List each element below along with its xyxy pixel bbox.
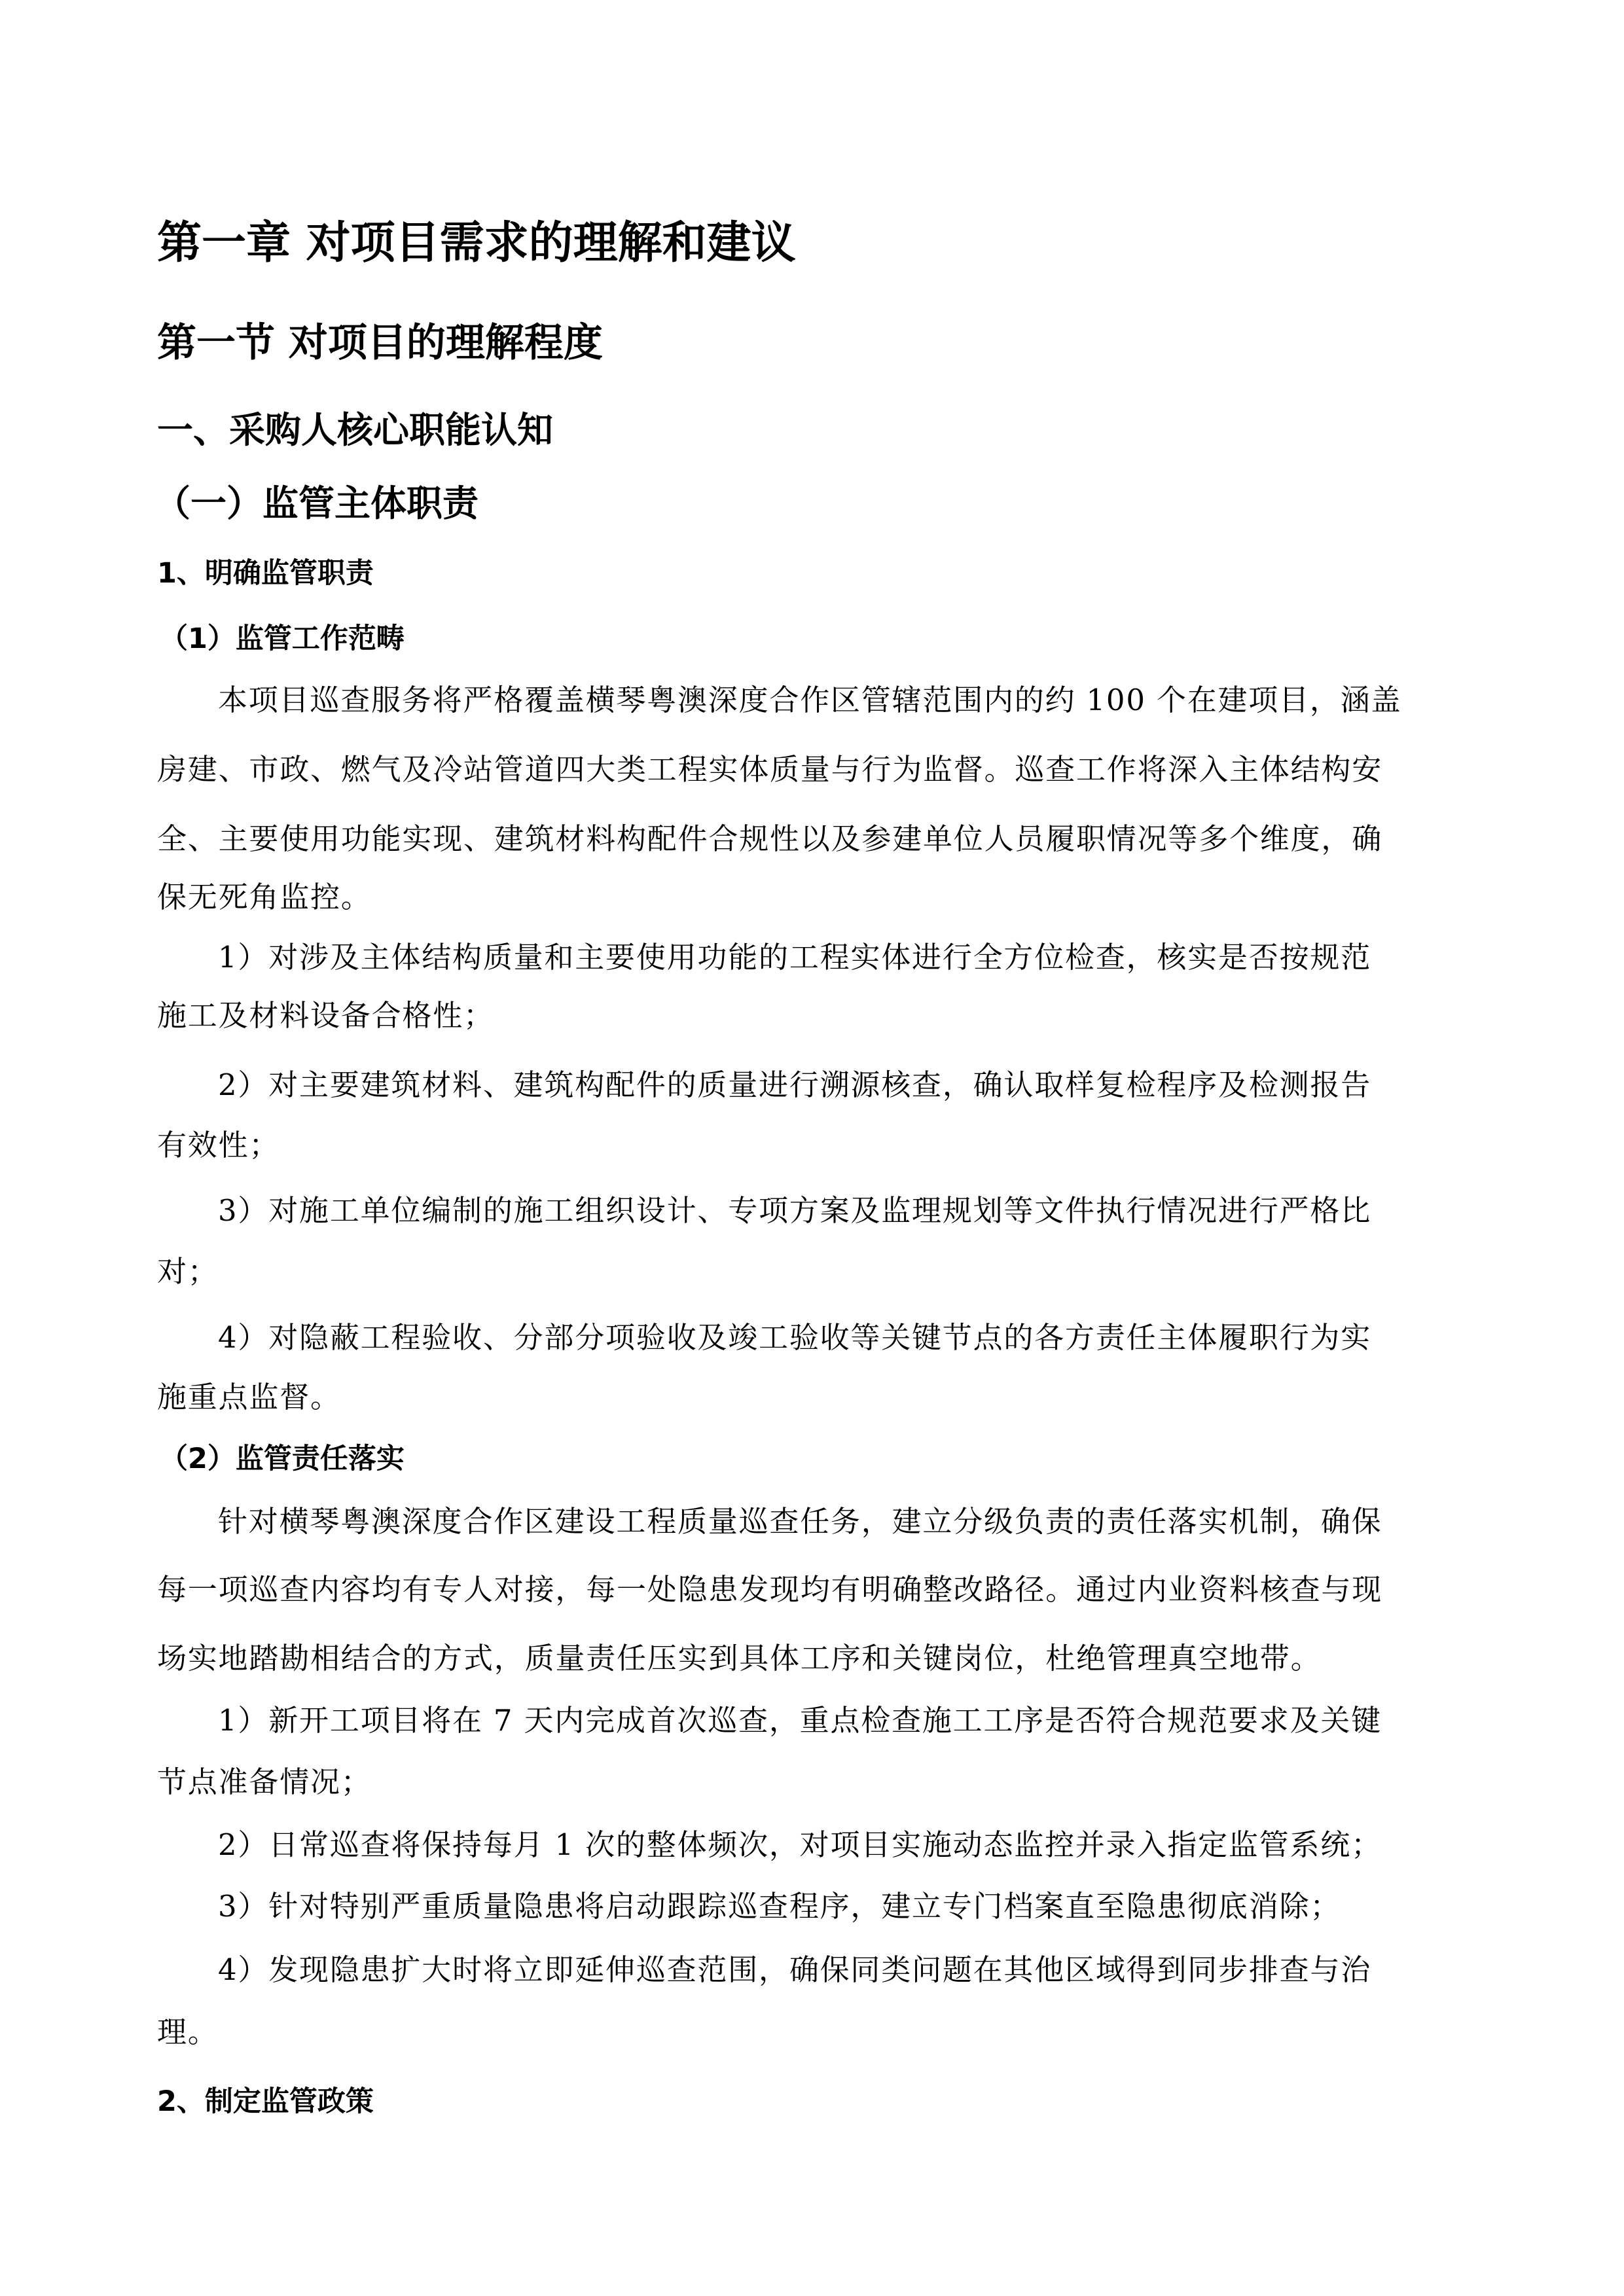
list-item-line: 2）对主要建筑材料、建筑构配件的质量进行溯源核查，确认取样复检程序及检测报告 bbox=[218, 1067, 1372, 1102]
list-item-line: 有效性； bbox=[157, 1128, 280, 1162]
paragraph-line: 场实地踏勘相结合的方式，质量责任压实到具体工序和关键岗位，杜绝管理真空地带。 bbox=[157, 1641, 1322, 1676]
list-item-line: 2）日常巡查将保持每月 1 次的整体频次，对项目实施动态监控并录入指定监管系统； bbox=[218, 1827, 1382, 1862]
list-item-line: 施工及材料设备合格性； bbox=[157, 998, 494, 1033]
paragraph-line: 全、主要使用功能实现、建筑材料构配件合规性以及参建单位人员履职情况等多个维度，确 bbox=[157, 821, 1383, 856]
list-item-line: 节点准备情况； bbox=[157, 1765, 372, 1799]
sub-item-heading: （1）监管工作范畴 bbox=[160, 622, 405, 655]
paragraph-line: 针对横琴粤澳深度合作区建设工程质量巡查任务，建立分级负责的责任落实机制，确保 bbox=[218, 1504, 1382, 1539]
paragraph-line: 本项目巡查服务将严格覆盖横琴粤澳深度合作区管辖范围内的约 100 个在建项目，涵盖 bbox=[218, 683, 1402, 717]
list-item-line: 1）新开工项目将在 7 天内完成首次巡查，重点检查施工工序是否符合规范要求及关键 bbox=[218, 1703, 1382, 1738]
list-item-line: 3）针对特别严重质量隐患将启动跟踪巡查程序，建立专门档案直至隐患彻底消除； bbox=[218, 1889, 1341, 1924]
list-item-line: 对； bbox=[157, 1254, 219, 1289]
chapter-title: 第一章 对项目需求的理解和建议 bbox=[157, 217, 796, 269]
paragraph-line: 保无死角监控。 bbox=[157, 880, 372, 914]
list-item-line: 1）对涉及主体结构质量和主要使用功能的工程实体进行全方位检查，核实是否按规范 bbox=[218, 940, 1372, 975]
list-item-line: 施重点监督。 bbox=[157, 1380, 341, 1414]
list-item-line: 4）发现隐患扩大时将立即延伸巡查范围，确保同类问题在其他区域得到同步排查与治 bbox=[218, 1952, 1372, 1987]
list-item-line: 理。 bbox=[157, 2015, 219, 2049]
section-title: 第一节 对项目的理解程度 bbox=[157, 320, 603, 366]
item-heading: 1、明确监管职责 bbox=[157, 557, 374, 590]
list-item-line: 4）对隐蔽工程验收、分部分项验收及竣工验收等关键节点的各方责任主体履职行为实 bbox=[218, 1320, 1372, 1355]
item-heading: 2、制定监管政策 bbox=[157, 2085, 374, 2118]
paragraph-line: 房建、市政、燃气及冷站管道四大类工程实体质量与行为监督。巡查工作将深入主体结构安 bbox=[157, 752, 1383, 787]
list-item-line: 3）对施工单位编制的施工组织设计、专项方案及监理规划等文件执行情况进行严格比 bbox=[218, 1193, 1372, 1228]
subsection-title: 一、采购人核心职能认知 bbox=[157, 409, 554, 451]
paragraph-line: 每一项巡查内容均有专人对接，每一处隐患发现均有明确整改路径。通过内业资料核查与现 bbox=[157, 1572, 1383, 1607]
subsubsection-title: （一）监管主体职责 bbox=[154, 482, 479, 524]
sub-item-heading: （2）监管责任落实 bbox=[160, 1443, 405, 1475]
